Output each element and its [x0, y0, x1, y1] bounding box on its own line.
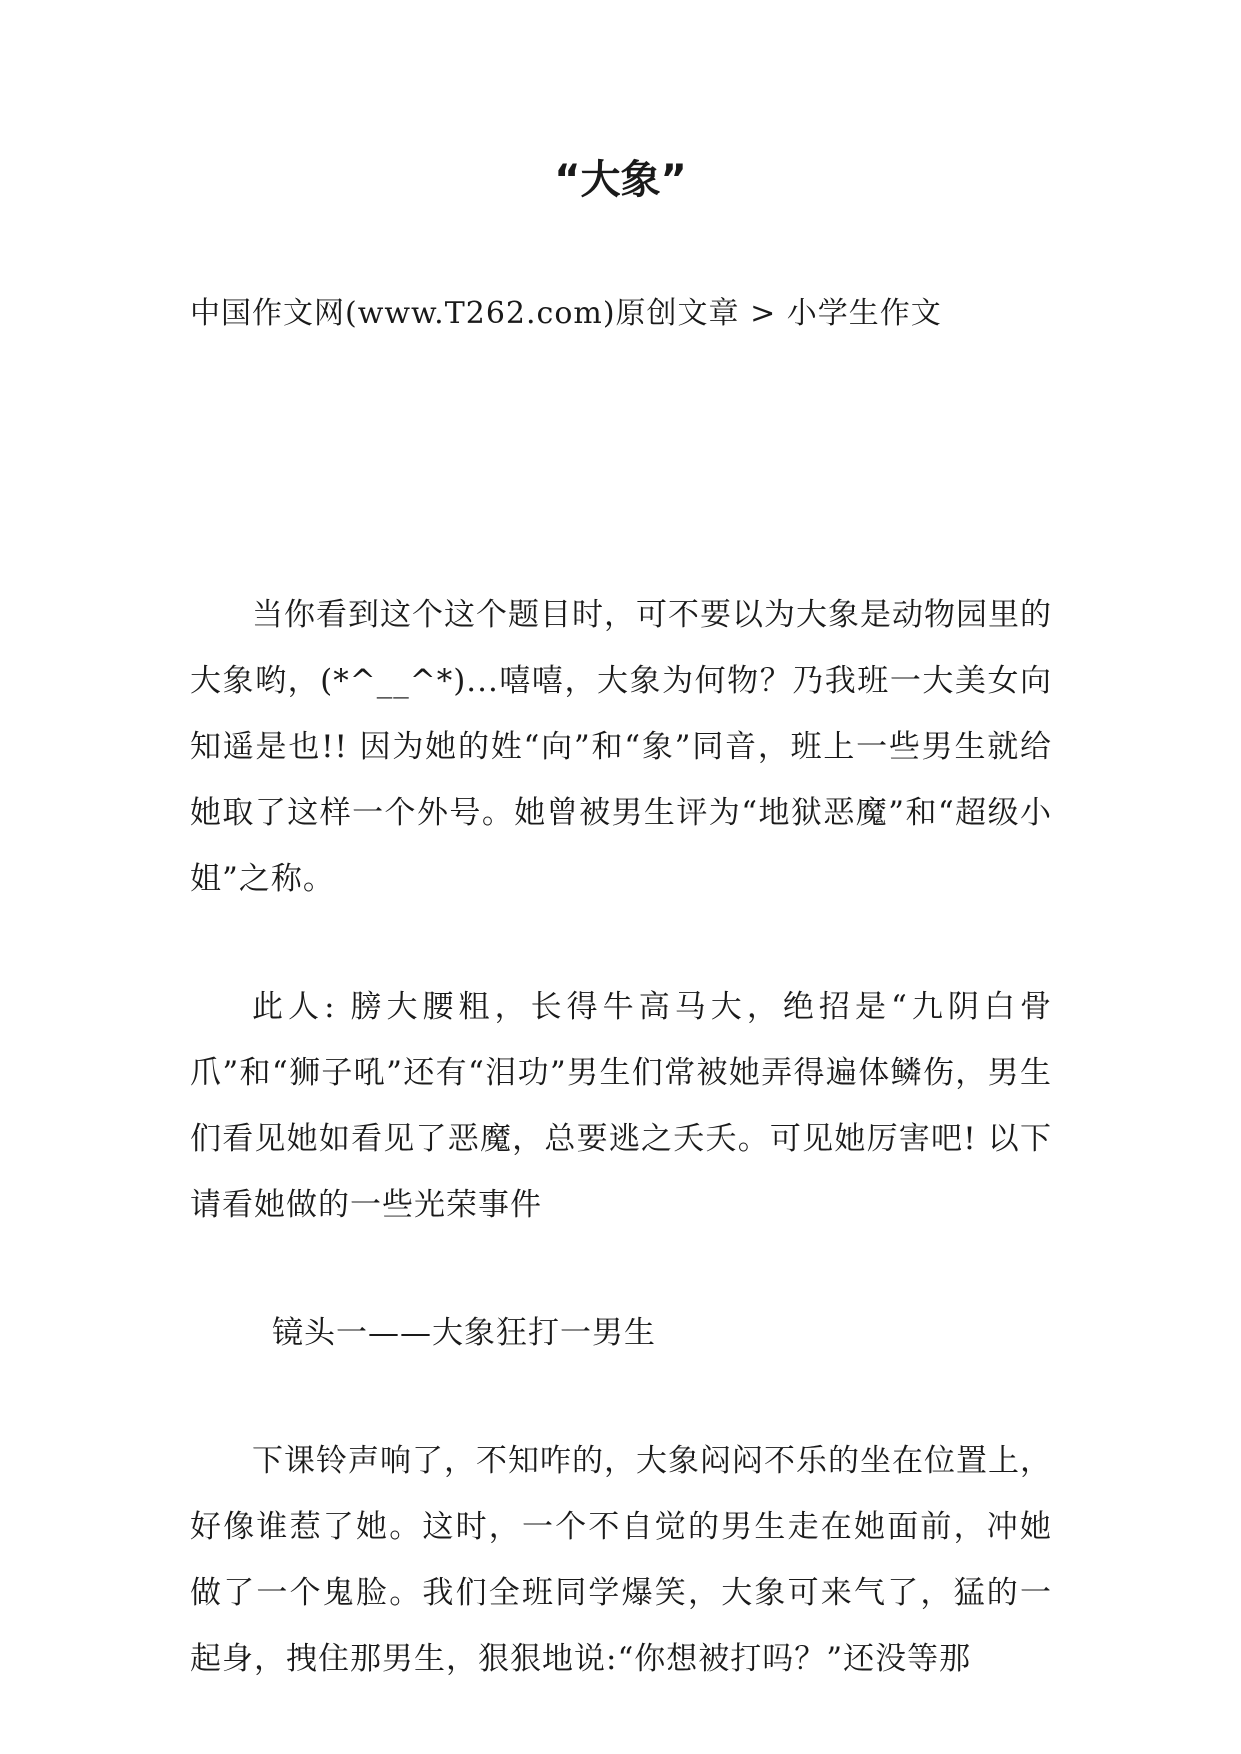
paragraph-2: 此人: 膀大腰粗，长得牛高马大，绝招是“九阴白骨爪”和“狮子吼”还有“泪功”男生们常被她弄得遍体鳞伤，男生们看见她如看见了恶魔，总要逃之夭夭。可见她厉害吧! 以下请看她做的一些光荣事件	[190, 989, 1052, 1223]
paragraph-1: 当你看到这个这个题目时，可不要以为大象是动物园里的大象哟，(*^__^*)...嘻嘻，大象为何物？乃我班一大美女向知遥是也!! 因为她的姓“向”和“象”同音，班上一些男生就给她取了这样一个外号。她曾被男生评为“地狱恶魔”和“超级小姐”之称。	[190, 597, 1052, 897]
paragraph-3: 下课铃声响了，不知咋的，大象闷闷不乐的坐在位置上，好像谁惹了她。这时，一个不自觉的男生走在她面前，冲她做了一个鬼脸。我们全班同学爆笑，大象可来气了，猛的一起身，拽住那男生，狠狠地说:“你想被打吗？”还没等那	[190, 1443, 1052, 1677]
section-heading: 镜头一——大象狂打一男生	[272, 1315, 656, 1351]
article-body	[190, 582, 1052, 1692]
source-line: 中国作文网(www.T262.com)原创文章 > 小学生作文	[190, 296, 942, 331]
document-title: “大象”	[554, 157, 687, 203]
